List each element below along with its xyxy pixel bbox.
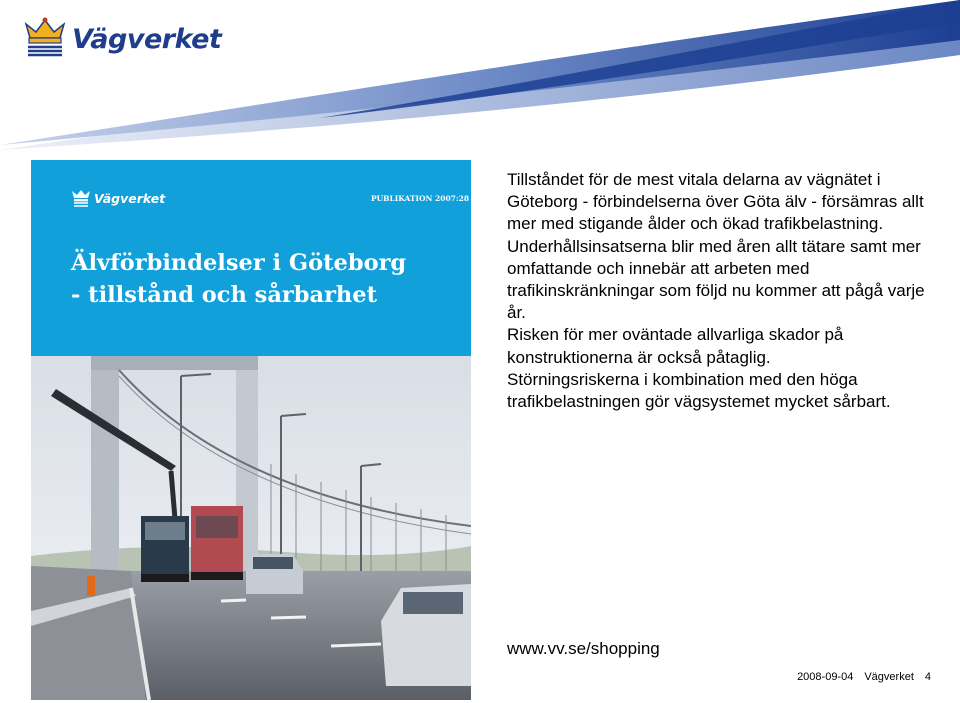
paragraph: Risken för mer oväntade allvarliga skador på konstruktionerna är också påtaglig. — [507, 325, 844, 367]
body-text — [507, 169, 937, 413]
cover-logo-text: Vägverket — [94, 190, 166, 206]
footer-date: 2008-09-04 — [797, 671, 854, 683]
cover-title-line: Älvförbindelser i Göteborg — [71, 250, 407, 276]
logo-text: Vägverket — [72, 23, 222, 55]
publication-number: PUBLIKATION 2007:28 — [371, 194, 470, 203]
cover-title — [71, 247, 406, 311]
footer-org: Vägverket — [864, 671, 914, 683]
paragraph: Tillståndet för de mest vitala delarna av vägnätet i Göteborg - förbindelserna över Göta älv - försämras allt mer med stigande ålder och ökad trafikbelastning. — [507, 170, 924, 234]
bridge-photo — [31, 356, 471, 700]
page-number: 4 — [924, 671, 931, 683]
shop-link[interactable]: www.vv.se/shopping — [507, 639, 660, 658]
crown-icon — [71, 189, 91, 207]
crown-icon — [22, 16, 68, 62]
slide-footer — [797, 671, 931, 683]
cover-title-line: - tillstånd och sårbarhet — [71, 282, 378, 308]
publication-cover — [31, 160, 471, 700]
cover-logo — [71, 189, 165, 207]
paragraph: Störningsriskerna i kombination med den höga trafikbelastningen gör vägsystemet mycket sårbart. — [507, 369, 891, 412]
paragraph: Underhållsinsatserna blir med åren allt tätare samt mer omfattande och innebär att arbeten med trafikinskränkningar som följd nu kommer att pågå varje år. — [507, 236, 925, 323]
vagverket-logo — [22, 16, 221, 62]
